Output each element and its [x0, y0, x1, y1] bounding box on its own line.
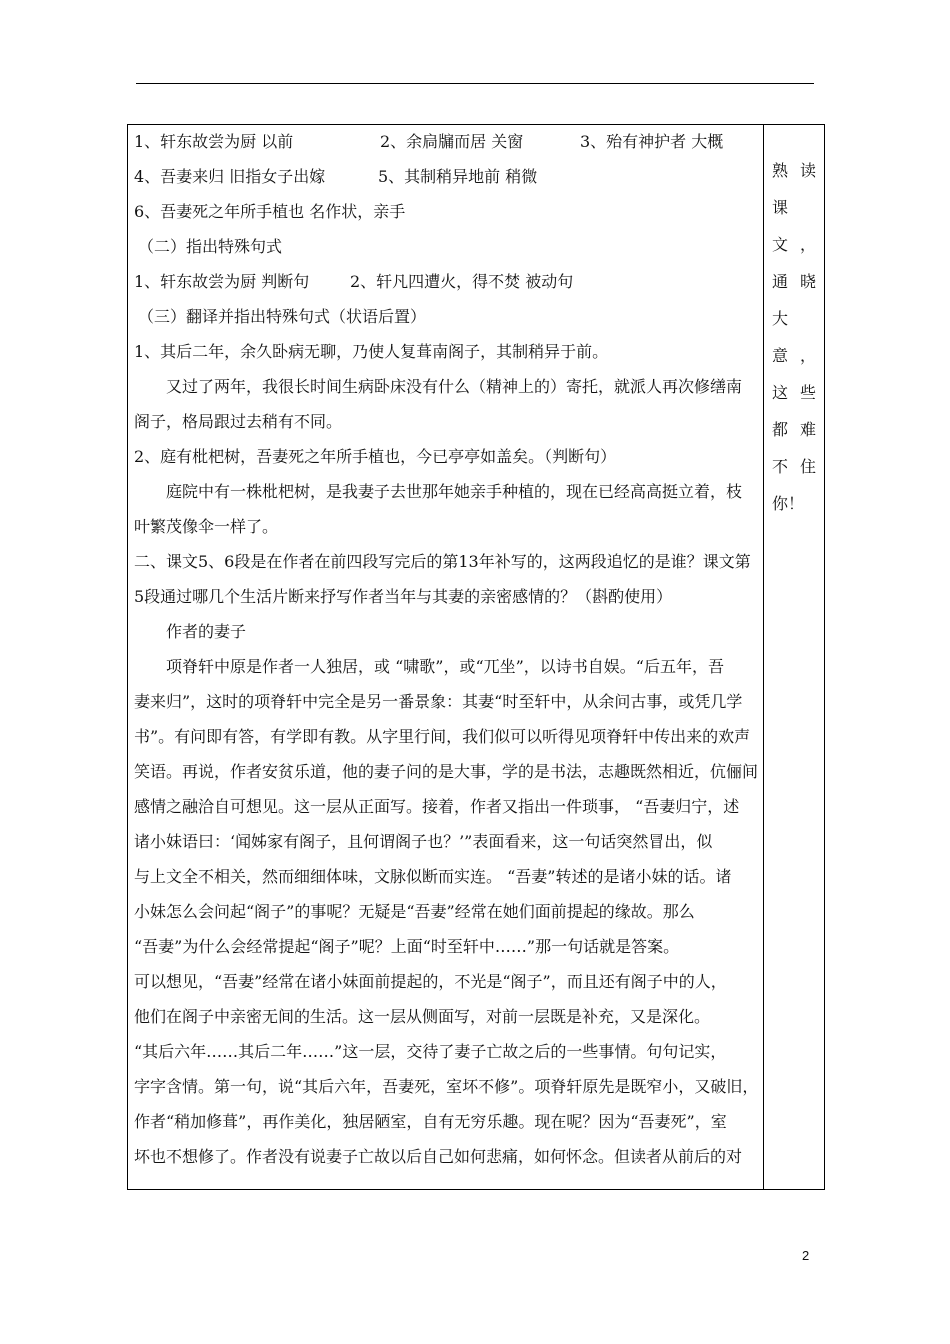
translation-2b: 叶繁茂像伞一样了。 — [134, 517, 279, 536]
side-char: 你 — [772, 494, 789, 513]
paragraph-line: 项脊轩中原是作者一人独居，或 “啸歌”，或“兀坐”，以诗书自娱。“后五年，吾 — [166, 657, 724, 676]
page-number: 2 — [802, 1248, 810, 1263]
side-note-row — [766, 485, 822, 522]
vocab-item-5: 5、其制稍异地前 稍微 — [378, 167, 538, 186]
side-char: 意 — [772, 346, 789, 365]
side-note-row — [766, 374, 822, 411]
section-heading-3: （三）翻译并指出特殊句式（状语后置） — [138, 307, 427, 326]
paragraph-line: 可以想见，“吾妻”经常在诸小妹面前提起的，不光是“阁子”，而且还有阁子中的人， — [134, 972, 727, 991]
side-char: 课 — [772, 198, 789, 217]
vocab-item-1: 1、轩东故尝为厨 以前 — [134, 132, 294, 151]
answer-title: 作者的妻子 — [166, 622, 247, 641]
side-note-row — [766, 448, 822, 485]
column-divider — [763, 124, 764, 1190]
paragraph-line: 诸小妹语曰：‘闻姊家有阁子，且何谓阁子也？’”表面看来，这一句话突然冒出，似 — [134, 832, 713, 851]
paragraph-line: 坏也不想修了。作者没有说妻子亡故以后自己如何悲痛，如何怀念。但读者从前后的对 — [134, 1147, 743, 1166]
side-char: 熟 — [772, 161, 789, 180]
side-note-row — [766, 300, 822, 337]
syntax-item-1: 1、轩东故尝为厨 判断句 — [134, 272, 310, 291]
syntax-item-2: 2、轩凡四遭火，得不焚 被动句 — [350, 272, 574, 291]
paragraph-line: “其后六年……其后二年……”这一层，交待了妻子亡故之后的一些事情。句句记实， — [134, 1042, 727, 1061]
side-char: ！ — [788, 494, 805, 513]
paragraph-line: 书”。有问即有答，有学即有教。从字里行间，我们似可以听得见项脊轩中传出来的欢声 — [134, 727, 751, 746]
sentence-1: 1、其后二年，余久卧病无聊，乃使人复葺南阁子，其制稍异于前。 — [134, 342, 609, 361]
main-column — [134, 124, 760, 1174]
translation-1a: 又过了两年，我很长时间生病卧床没有什么（精神上的）寄托，就派人再次修缮南 — [166, 377, 743, 396]
side-char: 不 — [772, 457, 789, 476]
side-note-row — [766, 411, 822, 448]
side-note — [766, 152, 822, 522]
sentence-2: 2、庭有枇杷树，吾妻死之年所手植也，今已亭亭如盖矣。（判断句） — [134, 447, 617, 466]
side-note-row — [766, 189, 822, 226]
side-char: 这 — [772, 383, 789, 402]
vocab-line-2 — [134, 159, 760, 194]
side-note-row — [766, 226, 822, 263]
side-note-row — [766, 152, 822, 189]
side-char: 难 — [799, 420, 816, 439]
vocab-item-2: 2、余扃牖而居 关窗 — [380, 132, 524, 151]
vocab-item-3: 3、殆有神护者 大概 — [580, 132, 724, 151]
section-heading-2: （二）指出特殊句式 — [138, 237, 283, 256]
paragraph-line: 字字含情。第一句，说“其后六年，吾妻死，室坏不修”。项脊轩原先是既窄小，又破旧， — [134, 1077, 759, 1096]
paragraph-line: 小妹怎么会问起“阁子”的事呢？无疑是“吾妻”经常在她们面前提起的缘故。那么 — [134, 902, 695, 921]
question-2a: 二、课文5、6段是在作者在前四段写完后的第13年补写的，这两段追忆的是谁？课文第 — [134, 552, 751, 571]
header-rule — [136, 83, 814, 84]
side-char: 通 — [772, 272, 789, 291]
side-char: 大 — [772, 309, 789, 328]
paragraph-line: 他们在阁子中亲密无间的生活。这一层从侧面写，对前一层既是补充，又是深化。 — [134, 1007, 711, 1026]
paragraph-line: “吾妻”为什么会经常提起“阁子”呢？上面“时至轩中……”那一句话就是答案。 — [134, 937, 680, 956]
side-char: 晓 — [799, 272, 816, 291]
side-char: 文 — [772, 235, 789, 254]
side-char: 读 — [799, 161, 816, 180]
paragraph-line: 笑语。再说，作者安贫乐道，他的妻子问的是大事，学的是书法，志趣既然相近，伉俪间 — [134, 762, 759, 781]
paragraph-line: 感情之融洽自可想见。这一层从正面写。接着，作者又指出一件琐事， “吾妻归宁，述 — [134, 797, 740, 816]
paragraph-line: 与上文全不相关，然而细细体味，文脉似断而实连。 “吾妻”转述的是诸小妹的话。诸 — [134, 867, 732, 886]
side-char: ， — [799, 235, 816, 254]
vocab-item-4: 4、吾妻来归 旧指女子出嫁 — [134, 167, 326, 186]
side-char: ， — [799, 346, 816, 365]
side-note-row — [766, 263, 822, 300]
side-char: 都 — [772, 420, 789, 439]
translation-2a: 庭院中有一株枇杷树，是我妻子去世那年她亲手种植的，现在已经高高挺立着，枝 — [166, 482, 743, 501]
vocab-line-1 — [134, 124, 760, 159]
translation-1b: 阁子，格局跟过去稍有不同。 — [134, 412, 343, 431]
question-2b: 5段通过哪几个生活片断来抒写作者当年与其妻的亲密感情的？（斟酌使用） — [134, 587, 673, 606]
syntax-line — [134, 264, 760, 299]
vocab-line-3: 6、吾妻死之年所手植也 名作状，亲手 — [134, 202, 406, 221]
side-char: 住 — [799, 457, 816, 476]
paragraph-line: 作者“稍加修葺”，再作美化，独居陋室，自有无穷乐趣。现在呢？因为“吾妻死”，室 — [134, 1112, 727, 1131]
side-note-row — [766, 337, 822, 374]
side-char: 些 — [799, 383, 816, 402]
paragraph-line: 妻来归”，这时的项脊轩中完全是另一番景象：其妻“时至轩中，从余问古事，或凭几学 — [134, 692, 743, 711]
